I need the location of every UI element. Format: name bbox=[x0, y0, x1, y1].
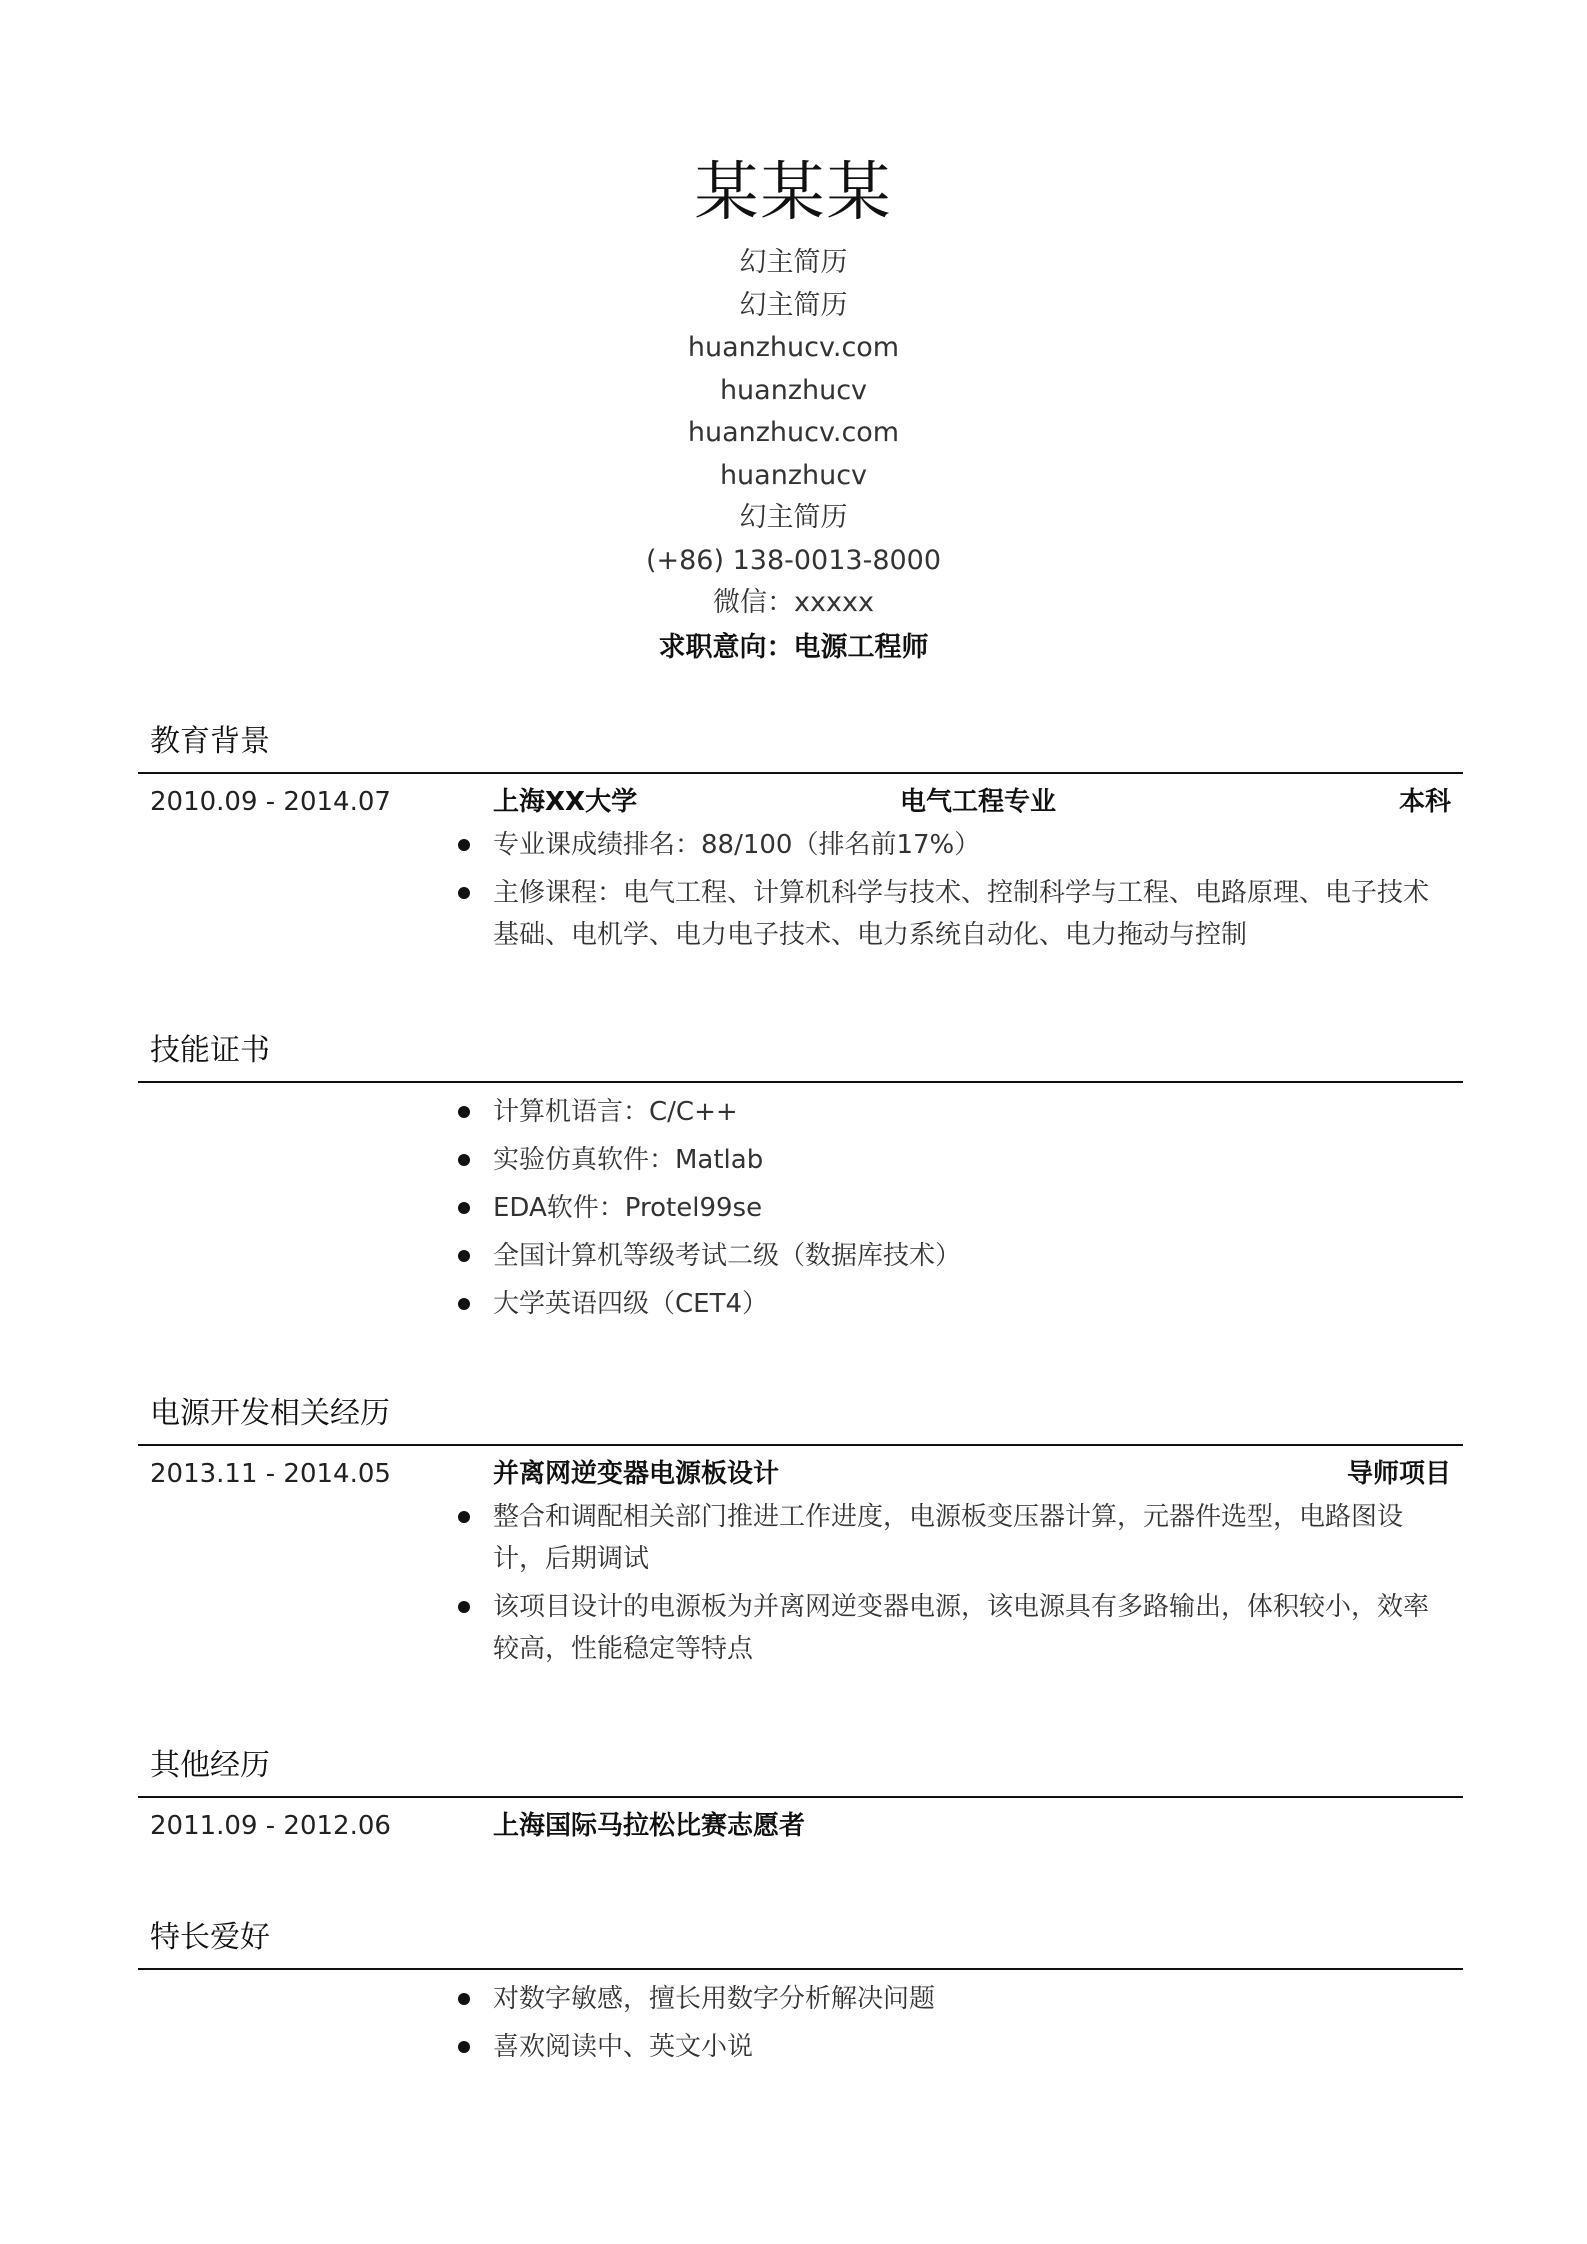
contact-website-2: huanzhucv.com bbox=[687, 417, 900, 448]
bullet-icon bbox=[458, 887, 470, 899]
section-divider bbox=[138, 772, 1463, 774]
list-item: 实验仿真软件：Matlab bbox=[493, 1139, 1463, 1181]
section-title-skills: 技能证书 bbox=[150, 1033, 270, 1068]
bullet-icon bbox=[458, 1511, 470, 1523]
section-divider bbox=[138, 1796, 1463, 1798]
contact-handle-2: huanzhucv bbox=[719, 459, 868, 491]
list-item: 该项目设计的电源板为并离网逆变器电源，该电源具有多路输出，体积较小，效率较高，性能稳定等特点 bbox=[493, 1586, 1463, 1670]
job-intent bbox=[0, 625, 1587, 671]
bullet-icon bbox=[458, 839, 470, 851]
bullet-icon bbox=[458, 1298, 470, 1310]
section-hobbies bbox=[138, 1918, 1463, 2074]
section-title-experience: 电源开发相关经历 bbox=[150, 1396, 390, 1431]
list-item: 主修课程：电气工程、计算机科学与技术、控制科学与工程、电路原理、电子技术基础、电机学、电力电子技术、电力系统自动化、电力拖动与控制 bbox=[493, 872, 1463, 956]
section-skills bbox=[138, 1031, 1463, 1331]
education-entry bbox=[138, 780, 1463, 824]
section-title-other: 其他经历 bbox=[150, 1748, 270, 1783]
bullet-icon bbox=[458, 1106, 470, 1118]
bullet-icon bbox=[458, 1154, 470, 1166]
list-item: 对数字敏感，擅长用数字分析解决问题 bbox=[493, 1978, 1463, 2020]
education-school: 上海XX大学 bbox=[493, 787, 638, 817]
education-bullets bbox=[138, 824, 1463, 956]
bullet-icon bbox=[458, 1993, 470, 2005]
education-date: 2010.09 - 2014.07 bbox=[150, 787, 391, 817]
resume-header bbox=[0, 150, 1587, 671]
section-divider bbox=[138, 1444, 1463, 1446]
experience-bullets bbox=[138, 1496, 1463, 1670]
hobbies-bullets bbox=[138, 1978, 1463, 2068]
education-major: 电气工程专业 bbox=[900, 787, 1057, 817]
list-item: 喜欢阅读中、英文小说 bbox=[493, 2026, 1463, 2068]
experience-date: 2013.11 - 2014.05 bbox=[150, 1459, 391, 1489]
contact-line-2: 幻主简历 bbox=[739, 289, 848, 321]
other-activity: 上海国际马拉松比赛志愿者 bbox=[493, 1811, 806, 1841]
list-item: 全国计算机等级考试二级（数据库技术） bbox=[493, 1235, 1463, 1277]
experience-entry bbox=[138, 1452, 1463, 1496]
contact-website-1: huanzhucv.com bbox=[687, 332, 900, 363]
list-item: 大学英语四级（CET4） bbox=[493, 1283, 1463, 1325]
other-date: 2011.09 - 2012.06 bbox=[150, 1811, 391, 1841]
list-item: 计算机语言：C/C++ bbox=[493, 1091, 1463, 1133]
bullet-icon bbox=[458, 1202, 470, 1214]
job-intent-value: 电源工程师 bbox=[793, 631, 929, 663]
experience-role: 导师项目 bbox=[1346, 1459, 1451, 1489]
list-item: 整合和调配相关部门推进工作进度，电源板变压器计算，元器件选型，电路图设计，后期调试 bbox=[493, 1496, 1463, 1580]
education-degree: 本科 bbox=[1398, 787, 1451, 817]
contact-wechat: 微信：xxxxx bbox=[713, 587, 874, 618]
contact-line-7: 幻主简历 bbox=[739, 502, 848, 533]
section-experience bbox=[138, 1394, 1463, 1676]
experience-project: 并离网逆变器电源板设计 bbox=[493, 1459, 780, 1489]
candidate-name: 某某某 bbox=[694, 156, 893, 230]
job-intent-label: 求职意向： bbox=[658, 631, 794, 663]
section-divider bbox=[138, 1081, 1463, 1083]
section-other bbox=[138, 1746, 1463, 1848]
section-divider bbox=[138, 1968, 1463, 1970]
contact-line-1: 幻主简历 bbox=[739, 247, 848, 278]
section-education bbox=[138, 722, 1463, 962]
list-item: 专业课成绩排名：88/100（排名前17%） bbox=[493, 824, 1463, 866]
skills-bullets bbox=[138, 1091, 1463, 1325]
section-title-hobbies: 特长爱好 bbox=[150, 1920, 270, 1955]
contact-phone: (+86) 138-0013-8000 bbox=[645, 544, 942, 576]
list-item: EDA软件：Protel99se bbox=[493, 1187, 1463, 1229]
bullet-icon bbox=[458, 1601, 470, 1613]
contact-handle-1: huanzhucv bbox=[719, 374, 868, 406]
section-title-education: 教育背景 bbox=[150, 724, 270, 759]
bullet-icon bbox=[458, 2041, 470, 2053]
other-entry bbox=[138, 1804, 1463, 1848]
bullet-icon bbox=[458, 1250, 470, 1262]
